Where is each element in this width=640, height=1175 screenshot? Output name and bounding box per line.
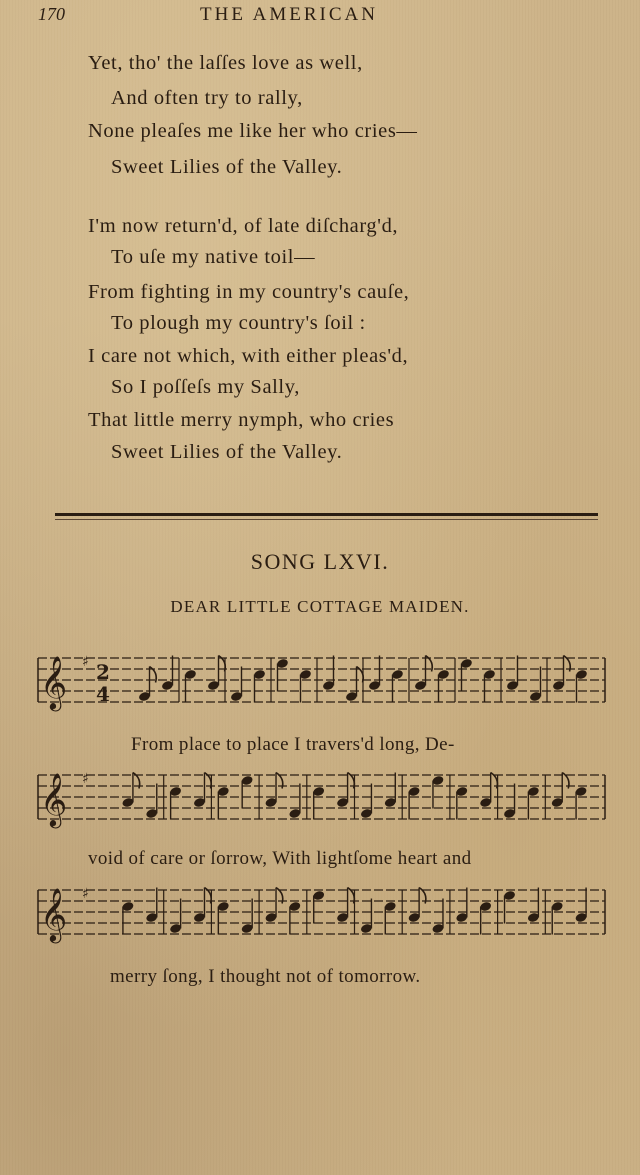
verse-line: Yet, tho' the laſſes love as well,: [88, 52, 363, 74]
verse-line: That little merry nymph, who cries: [88, 409, 395, 431]
verse-line: And often try to rally,: [111, 87, 303, 109]
song-subtitle: DEAR LITTLE COTTAGE MAIDEN.: [170, 597, 470, 616]
verse-line: I care not which, with either pleas'd,: [88, 345, 409, 367]
verse-line: So I poſſeſs my Sally,: [111, 376, 300, 398]
verse-line: Sweet Lilies of the Valley.: [111, 441, 343, 463]
sharp-icon: ♯: [82, 886, 89, 902]
page-number: 170: [38, 4, 65, 24]
time-signature-bottom: 4: [96, 682, 110, 706]
sharp-icon: ♯: [82, 771, 89, 787]
song-lyric-line: merry ſong, I thought not of tomorrow.: [110, 966, 421, 987]
verse-line: None pleaſes me like her who cries—: [88, 120, 418, 142]
verse-line: Sweet Lilies of the Valley.: [111, 156, 343, 178]
treble-clef-icon: 𝄞: [40, 772, 68, 826]
sharp-icon: ♯: [82, 654, 89, 670]
verse-line: I'm now return'd, of late diſcharg'd,: [88, 215, 399, 237]
running-title: THE AMERICAN: [200, 4, 378, 25]
treble-clef-icon: 𝄞: [40, 655, 68, 709]
verse-line: To plough my country's ſoil :: [111, 312, 366, 334]
song-title: SONG LXVI.: [250, 549, 390, 574]
verse-line: From fighting in my country's cauſe,: [88, 281, 410, 303]
treble-clef-icon: 𝄞: [40, 887, 68, 941]
song-lyric-line: From place to place I travers'd long, De-: [131, 734, 455, 755]
song-lyric-line: void of care or ſorrow, With lightſome heart and: [88, 848, 472, 869]
time-signature-top: 2: [96, 660, 110, 684]
verse-line: To uſe my native toil—: [111, 246, 316, 268]
